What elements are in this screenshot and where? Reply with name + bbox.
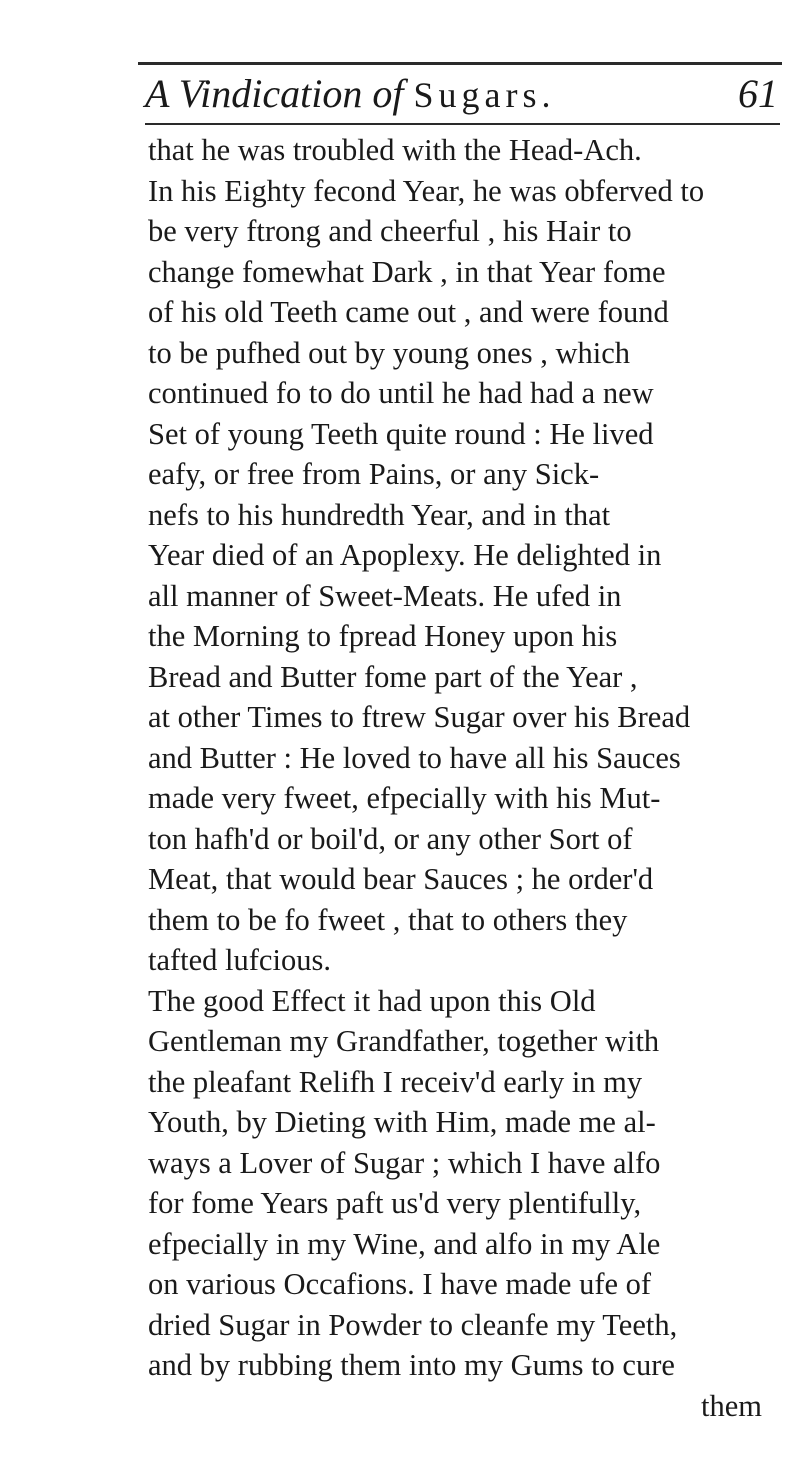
text-line: the pleafant Relifh I receiv'd early in my (148, 1064, 643, 1099)
text-line: efpecially in my Wine, and alfo in my Ale (148, 1226, 661, 1261)
top-rule (138, 62, 782, 65)
text-line: Set of young Teeth quite round : He lived (148, 416, 654, 451)
running-title (145, 70, 556, 117)
text-line: Year died of an Apoplexy. He delighted in (148, 538, 662, 572)
text-line: Youth, by Dieting with Him, made me al- (148, 1105, 656, 1139)
running-title-italic: A Vindication of (145, 71, 404, 116)
text-line: on various Occafions. I have made ufe of (148, 1267, 652, 1301)
text-line: change fomewhat Dark , in that Year fome (148, 254, 666, 289)
text-line: Bread and Butter fome part of the Year , (148, 659, 638, 694)
text-line: ways a Lover of Sugar ; which I have alfo (148, 1145, 661, 1180)
text-line: of his old Teeth came out , and were found (148, 295, 669, 329)
catchword: them (701, 1388, 762, 1423)
text-line: The good Effect it had upon this Old (148, 983, 596, 1018)
text-line: nefs to his hundredth Year, and in that (148, 497, 611, 532)
text-line: Gentleman my Grandfather, together with (148, 1024, 660, 1058)
running-head (145, 70, 780, 120)
text-line: the Morning to fpread Honey upon his (148, 619, 618, 653)
text-line: and by rubbing them into my Gums to cure (148, 1348, 675, 1382)
text-line: made very fweet, efpecially with his Mut- (148, 781, 661, 815)
text-line: In his Eighty fecond Year, he was obferved to (148, 173, 705, 208)
text-line: them to be fo fweet , that to others they (148, 902, 628, 937)
text-line: ton hafh'd or boil'd, or any other Sort of (148, 821, 633, 856)
text-line: be very ftrong and cheerful , his Hair to (148, 214, 632, 248)
running-title-caps: Sugars. (413, 75, 556, 115)
body-text (148, 130, 788, 1426)
text-line: for fome Years paft us'd very plentifully, (148, 1186, 642, 1220)
header-rule (145, 123, 780, 125)
text-line: and Butter : He loved to have all his Sauces (148, 740, 681, 775)
text-line: dried Sugar in Powder to cleanfe my Teeth, (148, 1307, 678, 1342)
text-line: to be pufhed out by young ones , which (148, 335, 630, 370)
page-number: 61 (738, 71, 778, 116)
text-line: at other Times to ftrew Sugar over his Bread (148, 700, 691, 734)
text-line: continued fo to do until he had had a new (148, 376, 654, 410)
text-line: all manner of Sweet-Meats. He ufed in (148, 578, 622, 613)
text-line: eafy, or free from Pains, or any Sick- (148, 457, 600, 491)
text-line: Meat, that would bear Sauces ; he order'd (148, 862, 654, 896)
text-line: that he was troubled with the Head-Ach. (148, 133, 642, 167)
text-line: tafted lufcious. (148, 943, 331, 977)
